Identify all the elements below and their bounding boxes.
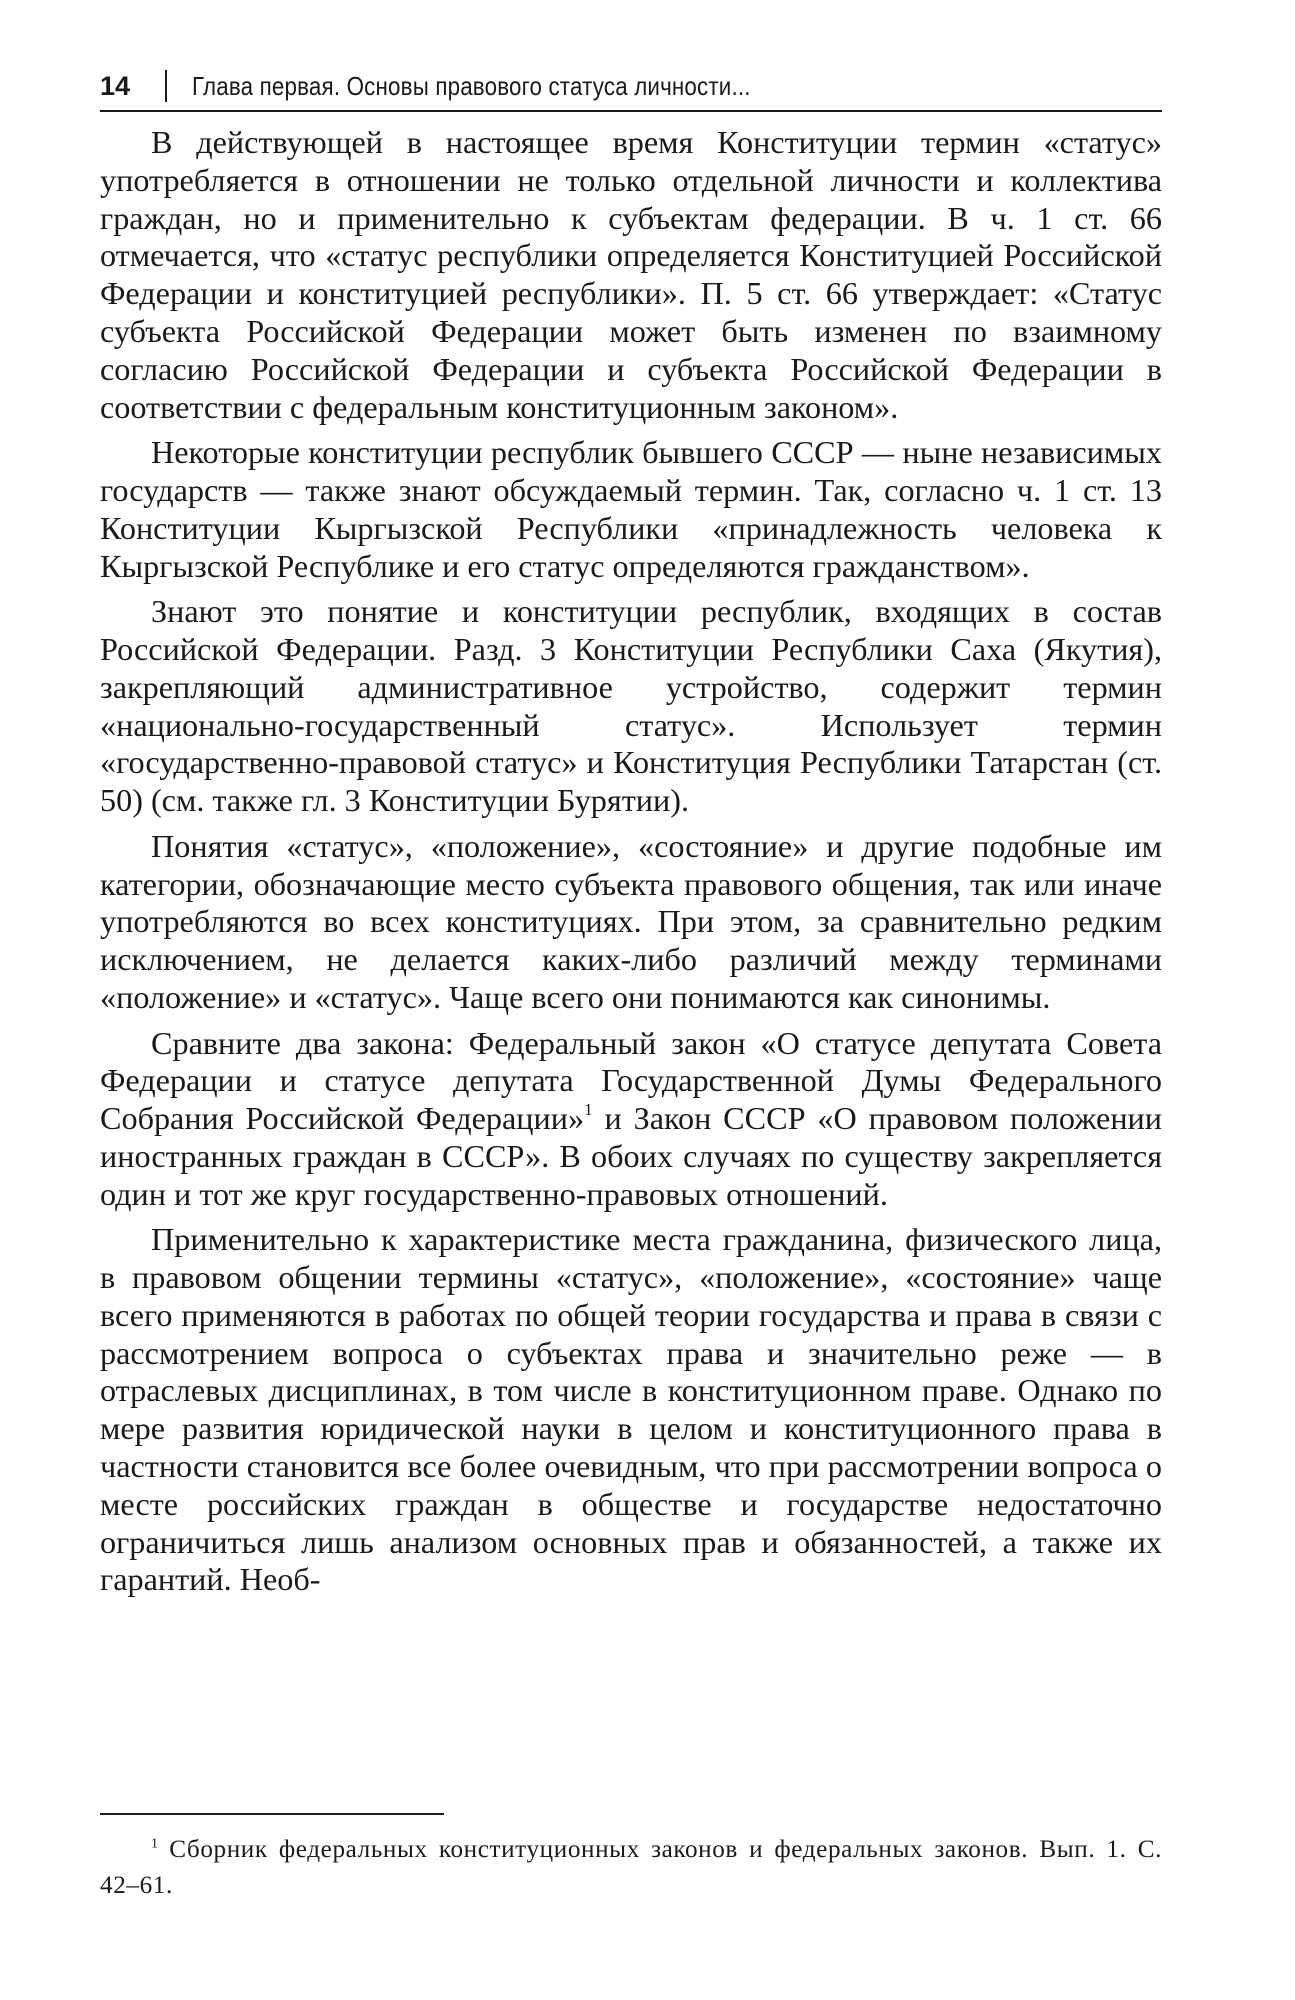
paragraph-text: и Закон СССР «О правовом положении иностранных граждан в СССР». В обоих случаях по существу закрепляется один и тот же круг государственно-правовых отношений. [100, 1100, 1162, 1212]
header-rule [100, 110, 1162, 112]
paragraph: Понятия «статус», «положение», «состояние» и другие подобные им категории, обозначающие место субъекта правового общения, так или иначе употребляются во всех конституциях. При этом, за сравнительно редким исключением, не делается каких-либо различий между терминами «положение» и «статус». Чаще всего они понимаются как синонимы. [100, 827, 1162, 1015]
footnote-separator [100, 1813, 444, 1815]
footnote-reference[interactable]: 1 [584, 1100, 593, 1120]
paragraph: Знают это понятие и конституции республик, входящих в состав Российской Федерации. Разд. 3 Конституции Республики Саха (Якутия), закрепляющий административное устройство, содержит термин «национально-государственный статус». Использует термин «государственно-правовой статус» и Конституция Республики Татарстан (ст. 50) (см. также гл. 3 Конституции Бурятии). [100, 593, 1162, 819]
chapter-title: Глава первая. Основы правового статуса личности... [192, 71, 751, 101]
body-text [100, 124, 1162, 1599]
footnote-content: Сборник федеральных конституционных законов и федеральных законов. Вып. 1. С. 42–61. [100, 1836, 1162, 1899]
page-number: 14 [100, 71, 131, 101]
paragraph: Применительно к характеристике места гражданина, физического лица, в правовом общении термины «статус», «положение», «состояние» чаще всего применяются в работах по общей теории государства и права в связи с рассмотрением вопроса о субъектах права и значительно реже — в отраслевых дисциплинах, в том числе в конституционном праве. Однако по мере развития юридической науки в целом и конституционного права в частности становится все более очевидным, что при рассмотрении вопроса о месте российских граждан в обществе и государстве недостаточно ограничиться лишь анализом основных прав и обязанностей, а также их гарантий. Необ- [100, 1221, 1162, 1598]
footnote [100, 1832, 1162, 1904]
paragraph: В действующей в настоящее время Конституции термин «статус» употребляется в отношении не только отдельной личности и коллектива граждан, но и применительно к субъектам федерации. В ч. 1 ст. 66 отмечается, что «статус республики определяется Конституцией Российской Федерации и конституцией республики». П. 5 ст. 66 утверждает: «Статус субъекта Российской Федерации может быть изменен по взаимному согласию Российской Федерации и субъекта Российской Федерации в соответствии с федеральным конституционным законом». [100, 124, 1162, 425]
footnote-marker: 1 [151, 1836, 158, 1852]
header-separator [165, 70, 167, 102]
running-header [100, 64, 1162, 108]
paragraph-text: Сравните два закона: Федеральный закон «О статусе депутата Совета Федерации и статусе депутата Государственной Думы Федерального Собрания Российской Федерации» [100, 1024, 1162, 1137]
footnote-text [100, 1832, 1162, 1904]
paragraph: Некоторые конституции республик бывшего СССР — ныне независимых государств — также знают обсуждаемый термин. Так, согласно ч. 1 ст. 13 Конституции Кыргызской Республики «принадлежность человека к Кыргызской Республике и его статус определяются гражданством». [100, 434, 1162, 584]
paragraph [100, 1025, 1162, 1214]
